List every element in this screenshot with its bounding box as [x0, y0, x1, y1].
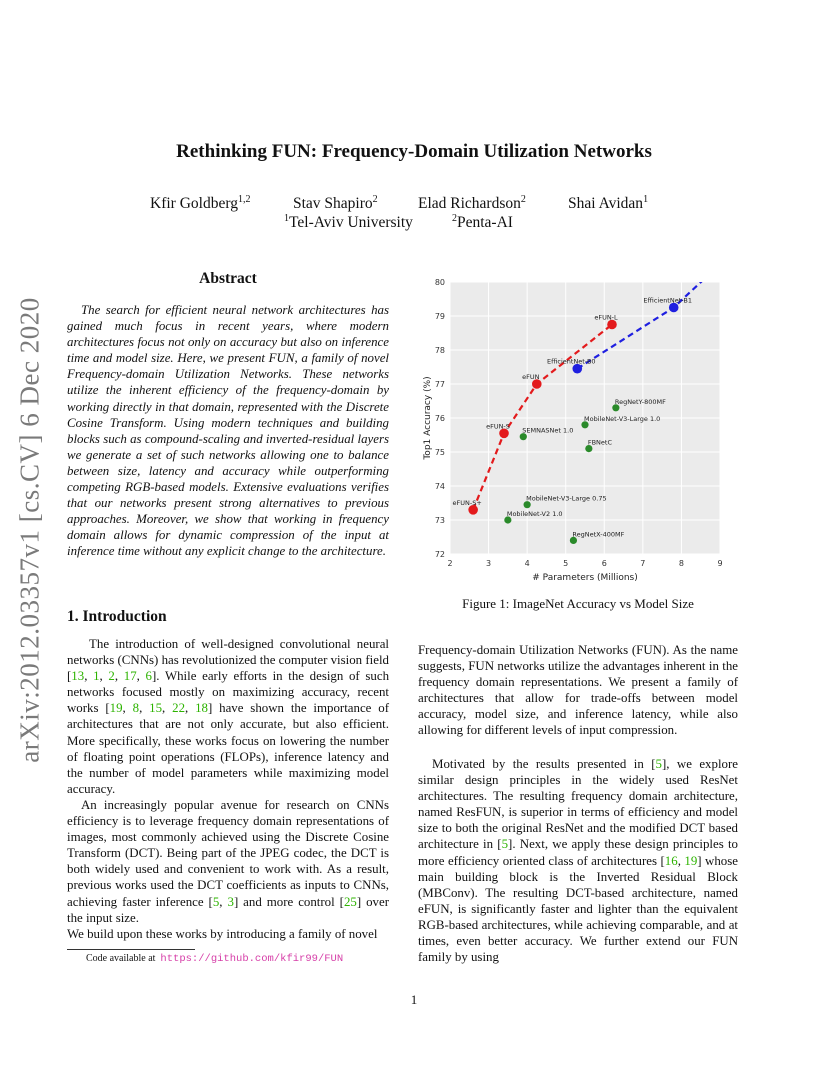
page-number: 1: [410, 992, 418, 1007]
citation-link[interactable]: 5: [501, 837, 509, 852]
citation-link[interactable]: 17: [123, 669, 137, 684]
citation-link[interactable]: 5: [655, 757, 662, 771]
abstract-heading: Abstract: [199, 270, 257, 287]
y-tick-label: 79: [434, 312, 445, 321]
model-label: MobileNet-V2 1.0: [506, 510, 563, 518]
point-label: EfficientNet-B1: [643, 296, 692, 305]
x-tick-label: 4: [524, 559, 530, 568]
footnote-rule: [67, 949, 195, 950]
intro-section: [67, 636, 389, 942]
x-axis-label: # Parameters (Millions): [532, 573, 638, 582]
citation-link[interactable]: 18: [195, 701, 208, 716]
citation-link[interactable]: 15: [149, 701, 163, 716]
citation-link[interactable]: 8: [132, 701, 140, 716]
x-tick-label: 7: [640, 559, 646, 568]
citation-link[interactable]: 22: [172, 701, 186, 716]
intro-paragraph-2: An increasingly popular avenue for research on CNNs efficiency is to leverage frequency domain representations of images, most commonly achieved using the Discrete Cosine Transform (DCT). Being part of the JPEG codec, the DCT is both widely used and convenient to work with. As a result, previous works used the DCT coefficients as inputs to CNNs, achieving faster inference [5, 3] and more control [25] over the input size.: [67, 797, 390, 925]
arxiv-stamp: arXiv:2012.03357v1 [cs.CV] 6 Dec 2020: [14, 297, 45, 763]
citation-link[interactable]: 16: [664, 853, 678, 868]
citation-link[interactable]: 5: [212, 894, 220, 909]
model-label: RegNetX-400MF: [572, 530, 625, 539]
y-tick-label: 72: [434, 550, 445, 559]
citation-link[interactable]: 6: [145, 669, 152, 684]
citation-link[interactable]: 1: [93, 669, 100, 684]
author-4: Shai Avidan$^1$: [568, 193, 649, 212]
point-label: eFUN-S: [486, 422, 510, 431]
right-paragraph-2: Motivated by the results presented in [5], we explore similar design principles in the widely used ResNet architectures. The resulting frequency domain architecture, named ResFUN, is superior in terms of efficiency and model size to both the original ResNet and the modified DCT based architecture in [5]. Next, we apply these design principles to more efficiency oriented class of architectures [16, 19] whose main building block is the Inverted Residual Block (MBConv). The resulting DCT-based architecture, named eFUN, is significantly faster and lighter than the equivalent RGB-based architectures, while achieving comparable, and at times, even better accuracy. We further extend our FUN family by using: [418, 757, 738, 965]
x-tick-label: 5: [563, 559, 569, 568]
intro-heading: 1. Introduction: [67, 608, 167, 625]
figure-caption: Figure 1: ImageNet Accuracy vs Model Size: [462, 596, 694, 611]
citation-link[interactable]: 13: [71, 669, 85, 684]
author-1: Kfir Goldberg$^{1,2}$: [150, 193, 251, 212]
point-label: eFUN: [522, 373, 540, 381]
model-label: RegNetY-800MF: [614, 397, 666, 406]
point-label: eFUN-L: [594, 313, 618, 322]
model-label: SEMNASNet 1.0: [522, 426, 574, 435]
model-label: FBNetC: [587, 438, 613, 447]
citation-link[interactable]: 19: [684, 853, 698, 868]
point-label: eFUN-S+: [452, 498, 482, 507]
y-tick-label: 78: [434, 346, 445, 355]
intro-paragraph-3: We build upon these works by introducing a family of novel: [67, 926, 378, 941]
point-label: EfficientNet-B0: [547, 357, 596, 366]
x-tick-label: 8: [678, 559, 684, 568]
accuracy-vs-size-chart: [418, 274, 728, 582]
affiliation-2: $^2$Penta-AI: [452, 212, 513, 231]
paper-title: Rethinking FUN: Frequency-Domain Utilization Networks: [176, 141, 652, 162]
code-url-link[interactable]: https://github.com/kfir99/FUN: [160, 953, 344, 965]
author-2: Stav Shapiro$^2$: [293, 193, 378, 212]
x-tick-label: 2: [447, 559, 453, 568]
y-axis-label: Top1 Accuracy (%): [423, 376, 433, 460]
affiliation-1: $^1$Tel-Aviv University: [284, 212, 413, 231]
y-tick-label: 73: [434, 516, 445, 525]
model-label: MobileNet-V3-Large 0.75: [526, 494, 607, 503]
x-tick-label: 9: [717, 559, 723, 568]
author-3: Elad Richardson$^2$: [418, 193, 526, 212]
abstract-text: The search for efficient neural network architectures has gained much focus in recent years, where modern architectures focus not only on accuracy but also on inference time and model size. Here, we present FUN, a family of novel Frequency-domain Utilization Networks. These networks utilize the inherent efficiency of the frequency-domain by working directly in that domain, represented with the Discrete Cosine Transform. Using modern techniques and building blocks such as compound-scaling and inverted-residual layers we generate a set of such networks allowing one to balance between size, latency and accuracy while outperforming competing RGB-based models. Extensive evaluations verifies that our networks present strong alternatives to previous approaches. Moreover, we show that working in frequency domain allows for dynamic compression of the input at inference time without any explicit change to the architecture.: [67, 303, 389, 559]
citation-link[interactable]: 19: [109, 701, 123, 716]
y-tick-label: 80: [434, 278, 445, 287]
citation-link[interactable]: 25: [343, 894, 357, 909]
intro-paragraph-1: The introduction of well-designed convolutional neural networks (CNNs) has revolutionized the computer vision field [13, 1, 2, 17, 6]. While early efforts in the design of such networks focused mostly on maximizing accuracy, recent works [19, 8, 15, 22, 18] have shown the importance of architectures that are not only accurate, but also efficient. More specifically, these works focus on lowering the number of floating point operations (FLOPs), inference latency and the number of model parameters while maximizing model accuracy.: [67, 637, 390, 796]
y-tick-label: 75: [434, 448, 445, 457]
citation-link[interactable]: 3: [227, 894, 234, 909]
right-paragraph-1: Frequency-domain Utilization Networks (FUN). As the name suggests, FUN networks utilize the advantages inherent in the frequency domain representations. We present a family of architectures that allow for trade-offs between model accuracy, model size, and inference latency, while also allowing for different levels of input compression.: [418, 643, 738, 738]
x-tick-label: 6: [601, 559, 607, 568]
x-tick-label: 3: [486, 559, 492, 568]
y-tick-label: 76: [434, 414, 445, 423]
footnote: Code available at https://github.com/kfir99/FUN: [86, 953, 344, 965]
model-label: MobileNet-V3-Large 1.0: [584, 414, 661, 423]
citation-link[interactable]: 2: [108, 669, 115, 684]
y-tick-label: 74: [434, 482, 445, 491]
y-tick-label: 77: [434, 380, 445, 389]
